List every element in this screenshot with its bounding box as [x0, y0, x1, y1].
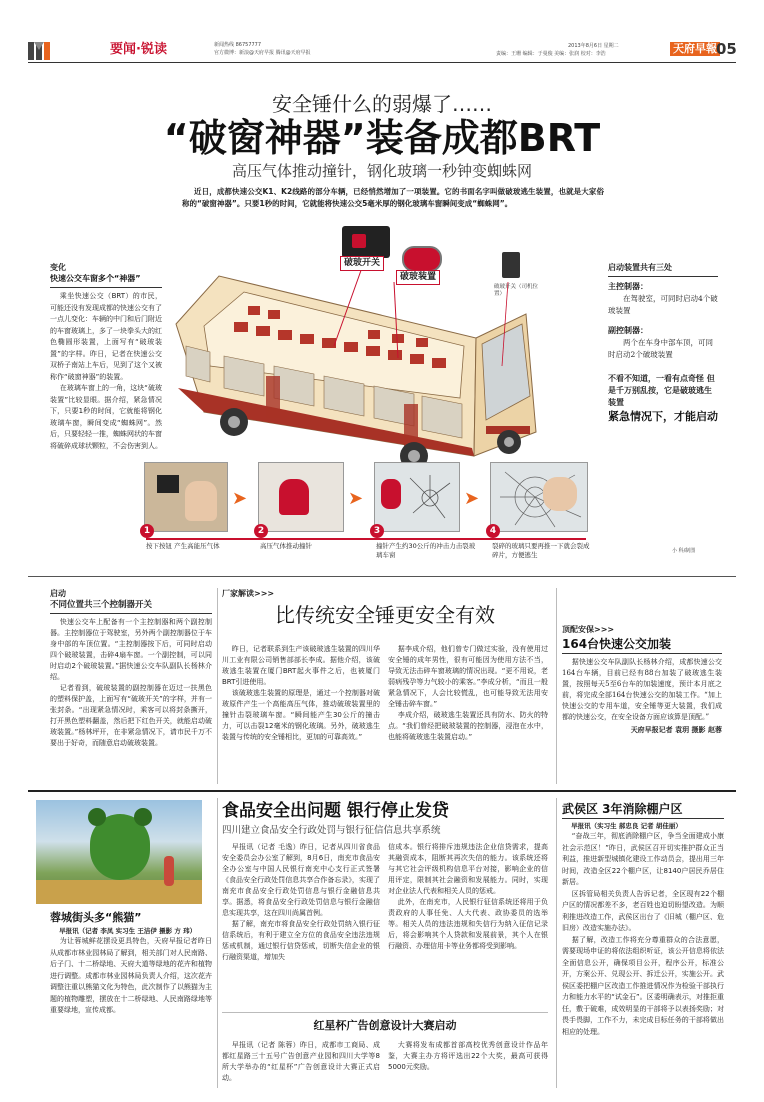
panda-text: 为让蓉城鲜花摆设更具特色，天府早报记者昨日从成都市林业园林局了解到，相关部门对人民南路、后子门、十二桥绿地、天府大道等绿地的花卉和植物进行调整。成都市林业园林局负责人介绍，这次花卉调整注重以熊猫文化为特色，此次制作了以熊猫为主题的植物雕塑，摆放在十二桥绿地、人民南路绿地等重要绿地，宣传成都。 [50, 937, 212, 1014]
food-c2: 信成本。银行将排斥违规违法企业信贷需求，提高其融资成本，阻断其再次失信的能力。该系统还将与其它社会评级机构信息平台对接，影响企业的信用评定，限制其社会融资和发展能力。同时，实现对企业法人代表和相关人员的惩戒。 [388, 843, 548, 895]
ad-c2: 大赛将发布成都首部高校优秀创意设计作品年鉴，大赛主办方将评选出22个大奖，最高可获得5000元奖励。 [388, 1041, 548, 1071]
wuhou-p2: 区拆管局相关负责人告诉记者，全区现有22个棚户区的情况都差不多，老百姓也迫切盼望改造。为顺利推进改造工作，武侯区出台了《旧城（棚户区、危旧房）改造实施办法》。 [562, 889, 724, 932]
switch-box-icon [157, 475, 179, 493]
add164-title: 164台快速公交加装 [562, 635, 722, 654]
wuhou-p3: 据了解，改造工作将充分尊重群众的合法意愿，需要现场申证的将依法组织听证，该公开信息将依法全面信息公开，确保项目公开，程序公开，标准公开，方案公开、兑现公开、拆迁公开，实施公开。武侯区委把棚户区改造工作推进情况作为检验干部执行力和能力水平的“试金石”。区委明确表示，对推拒重任，敷于破难，成效明显的干部将予以表扬奖励；对畏手畏脚，工作不力，未完成目标任务的干部将做出相应的处理。 [562, 935, 724, 1036]
striker-icon-2 [381, 479, 401, 509]
masthead [28, 40, 736, 62]
food-c2b: 此外，在南充市，人民银行征信系统还将用于负责政府的人事任免、人大代表、政协委员的选举等。相关人员的违法违规和失信行为纳入征信记录后，将会影响其个人贷款和发展前景，其个人在银行融资、办理信用卡等业务都将受到影响。 [388, 898, 548, 950]
headline: “破窗神器”装备成都BRT [163, 116, 601, 160]
main-controller-label: 主控制器： [608, 282, 648, 291]
vendor-tag: 厂家解读>>> [222, 589, 275, 598]
wuhou-column [562, 800, 724, 1038]
hand-icon [185, 481, 217, 521]
switch-red-button [352, 234, 366, 248]
start-title: 不同位置共三个控制器开关 [50, 599, 212, 614]
vendor-col-1 [222, 644, 380, 743]
column-divider-4 [556, 798, 557, 1088]
panda-photo [36, 800, 202, 904]
lead-intro: 近日，成都快速公交K1、K2线路的部分车辆，已经悄然增加了一项装置。它的书面名字叫做破玻逃生装置，也就是大家俗称的“破窗神器”。只要1秒的时间，它就能将快速公交5毫米厚的钢化玻璃车窗瞬间变成“蜘蛛网”。 [182, 187, 604, 208]
step-3-caption: 撞针产生约30公斤的冲击力击裂玻璃车窗 [376, 542, 476, 559]
step-1-caption: 按下按钮 产生高能压气体 [146, 542, 220, 550]
issue-date: 2013年8月6日 星期二 [568, 43, 619, 49]
step-photo-2 [258, 462, 344, 532]
vendor-c1b: 该破玻逃生装置的原理是，通过一个控制器对破玻原件产生一个高能高压气体，推动破玻装置里的撞针击裂玻璃车窗。“瞬间能产生30公斤的撞击力，可以击裂12毫米的钢化玻璃。另外，破玻逃生装置与传统的安全锤相比，更加的可靠高效。” [222, 689, 380, 741]
diagram-credit: 小 科/制图 [672, 548, 696, 554]
hotline: 新闻热线 86757777 [214, 42, 262, 48]
pedestrian [164, 856, 174, 886]
step-2-number: 2 [254, 524, 268, 538]
start-p2: 记者看到，破玻装置的副控制器在迈过一扶黑色的塑料保护盖，上面写有“破玻开关”的字样，并有一张封条。“出现紧急情况时，乘客可以将封条撕开，打开黑色塑料翻盖，然后把下红色开关，就能启动破玻装置。”杨林坪开，在非紧急情况下，请市民千万不要出于好奇，而随意启动破玻装置。 [50, 684, 212, 747]
switch-photo [342, 226, 390, 258]
column-divider-3 [217, 798, 218, 1088]
hand-push-icon [543, 477, 577, 511]
main-controller-text: 在驾驶室，可同时启动4个破玻装置 [608, 294, 718, 315]
food-c1: 早报讯（记者 毛逸）昨日，记者从四川省食品安全委员会办公室了解到，8月6日，南充市食品安全办公室与中国人民银行南充中心支行正式签署《食品安全行政处罚信息共享合作备忘录》，实现了南充市食品安全行政处罚信息与银行金融信息共享。据悉，将食品安全行政处罚信息与银行金融信息实现共享，这在四川尚属首例。 [222, 843, 380, 917]
start-p1: 快速公交车上配备有一个主控制器和两个副控制器。主控制器位于驾驶室，另外两个副控制器位于车身中部的车顶位置。“主控制器按下后，可同时启动四个破玻装置，击碎4扇车窗。一个副控制，可以同时启动2个破玻装置。”据快速公交车队副队长杨林介绍。 [50, 618, 212, 681]
panda-column [50, 910, 212, 1017]
add164-tag: 顶配安保>>> [562, 625, 615, 634]
vendor-title: 比传统安全锤更安全有效 [275, 603, 495, 627]
food-col-1 [222, 842, 380, 963]
step-photo-3 [374, 462, 460, 532]
wuhou-p1: “奋战三年，彻底消除棚户区，争当全面建成小康社会示范区！”昨日，武侯区召开切实推护群众正当利益，推进新型城镇化建设工作动员会，提出用三年时间，改造全区22个棚户区，让8140户居民乔居住新居。 [562, 832, 724, 886]
bus-illustration [164, 226, 604, 496]
brand-logo: 天府早報 [670, 42, 720, 56]
change-box [50, 262, 162, 452]
panda-ear-left [88, 808, 106, 826]
start-tag: 启动 [50, 589, 66, 598]
sub-controller-label: 副控制器： [608, 326, 648, 335]
switch-closeup [502, 252, 520, 278]
vendor-c1: 昨日，记者联系到生产该破玻逃生装置的四川华川工业有限公司销售部部长李成。据他介绍，该破玻逃生装置在厦门BRT起火事件之后，也被厦门BRT引进使用。 [222, 645, 380, 686]
steps-strip [136, 462, 594, 562]
start-column [50, 588, 212, 749]
wuhou-title: 武侯区 3年消除棚户区 [562, 800, 724, 819]
vendor-col-2 [388, 644, 548, 743]
vendor-c2b: 李成介绍，破玻逃生装置还具有防水、防火的特点。“我们曾经把破玻装置的控制器，浸泡在水中，也能将破玻逃生装置启动。” [388, 711, 548, 741]
add164-text: 据快速公交车队副队长杨林介绍，成都快速公交164台车辆，目前已经有88台加装了破玻逃生装置，按照每天5至6台车的加装速度，预计本月底之前，将完成全部164台快速公交的加装工作。“加上快速公交的专用车道，安全锤等更大装置，我们成都的快速公交，在安全设备方面应该算是顶配。” [562, 658, 722, 721]
change-tag: 变化 [50, 263, 66, 272]
step-1-number: 1 [140, 524, 154, 538]
subhead: 高压气体推动撞针，钢化玻璃一秒钟变蜘蛛网 [231, 162, 532, 180]
page-number: 05 [716, 40, 737, 58]
emergency-text: 紧急情况下，才能启动 [608, 410, 718, 423]
add164-byline: 天府早报记者 袁玥 摄影 赵蓉 [630, 726, 722, 734]
section-rule-2 [28, 790, 736, 792]
step-photo-1 [144, 462, 228, 532]
kicker: 安全锤什么的弱爆了…… [272, 92, 492, 116]
section-label: 要闻·锐读 [110, 42, 167, 57]
trigger-box [608, 262, 718, 424]
panda-byline: 早报讯（记者 李凤 实习生 王洁伊 摄影 方 玮） [59, 927, 197, 935]
steps-baseline [146, 538, 586, 540]
trigger-title: 启动装置共有三处 [608, 262, 718, 277]
food-sub: 四川建立食品安全行政处罚与银行征信信息共享系统 [222, 825, 441, 836]
wuhou-byline: 早报讯（实习生 郝忠良 记者 胡佳丽） [571, 822, 682, 830]
sub-controller-text: 两个在车身中部车顶，可同时启动2个破玻装置 [608, 338, 713, 359]
step-photo-4 [490, 462, 588, 532]
striker-icon [279, 479, 309, 515]
add164-column [562, 624, 722, 736]
weibo: 官方微博：新浪@天府早报 腾讯@天府早报 [214, 50, 311, 56]
flower-bed [36, 880, 202, 904]
m-logo [28, 40, 54, 60]
panda-title: 蓉城街头多“熊猫” [50, 911, 142, 924]
change-title: 快速公交车窗多个“神器” [50, 273, 162, 288]
label-switch: 破玻开关 [340, 256, 384, 271]
arrow-1-icon: ➤ [232, 488, 248, 509]
change-p1: 乘坐快速公交（BRT）的市民，可能还没有发现成都的快速公交有了一点儿变化：车辆的中门和后门附近的车窗玻璃上，多了一块拳头大的红色椭圆形装置，上面写有“破玻装置”的字样。昨日，记者在快速公交双桥子南站上车后，见到了这个又被称作“破窗神器”的装置。 [50, 292, 162, 381]
label-device: 破玻装置 [396, 270, 440, 285]
step-4-caption: 裂碎的玻璃只要再推一下就会裂成碎片，方便逃生 [492, 542, 590, 559]
column-divider-1 [217, 588, 218, 784]
ad-c1: 早报讯（记者 陈蓉）昨日，成都市工商局、成都红星路三十五号广告创意产业园和四川大学等8所大学举办的“红星杯”广告创意设计大赛正式启动。 [222, 1041, 380, 1082]
arrow-3-icon: ➤ [464, 488, 480, 509]
step-2-caption: 高压气体推动撞针 [260, 542, 312, 550]
ad-title: 红星杯广告创意设计大赛启动 [313, 1019, 457, 1032]
panda-ear-right [134, 808, 152, 826]
food-c1b: 据了解，南充市将食品安全行政处罚纳入银行征信系统后，有利于建立全方位的食品安全违法违规惩戒机制，通过银行信贷惩戒，切断失信企业的银行融资渠道，增加失 [222, 920, 380, 961]
section-rule-3 [222, 1012, 548, 1013]
section-rule-1 [28, 576, 736, 577]
arrow-2-icon: ➤ [348, 488, 364, 509]
label-switch-small: 破玻开关（司机位置） [494, 284, 539, 297]
warning-text: 不看不知道，一看有点奇怪 但是千万别乱按，它是破玻逃生装置 [608, 374, 715, 407]
step-4-number: 4 [486, 524, 500, 538]
food-title: 食品安全出问题 银行停止发贷 [222, 801, 449, 821]
step-3-number: 3 [370, 524, 384, 538]
editors: 责编：王珊 编辑：于曼俊 美编：张润 校对：李浩 [496, 51, 606, 57]
device-photo [402, 246, 442, 272]
change-p2: 在玻璃车窗上的一角，这块“破玻装置”比较显眼。据介绍，紧急情况下，只要1秒的时间，它就能将钢化玻璃车窗，瞬间变成“蜘蛛网”。然后，只要轻轻一推，蜘蛛网状的车窗将破碎成球状颗粒，不会伤害到人。 [50, 384, 162, 450]
header-rule [28, 62, 736, 63]
vendor-c2: 据李成介绍，他们曾专门做过实验，没有使用过安全锤的成年男性，很有可能因为使用方法不当，导致无法击碎车窗玻璃的情况出现。“更不用说，老弱病残孕等力气较小的乘客。”李成分析，“而且一般紧急情况下，人会比较慌乱，也可能导致无法用安全锤击碎车窗。” [388, 645, 548, 708]
column-divider-2 [556, 588, 557, 784]
food-col-2 [388, 842, 548, 952]
